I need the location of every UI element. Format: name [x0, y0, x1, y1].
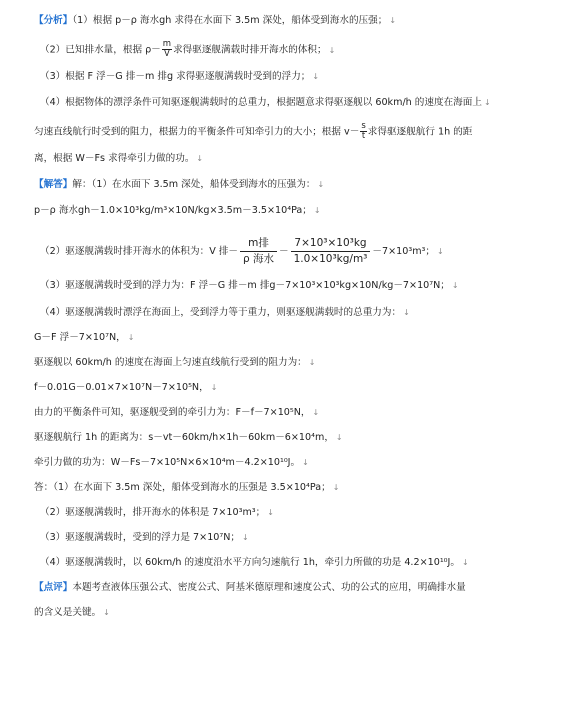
solution-tag: 【解答】 — [34, 179, 73, 190]
analysis-line-4: （4）根据物体的漂浮条件可知驱逐舰满载时的总重力，根据题意求得驱逐舰以 60km/h 的速度在海面上 ↓ — [40, 97, 491, 108]
density-fraction: $\frac{m}{V}$ — [162, 39, 172, 59]
speed-fraction: $\frac{s}{t}$ — [361, 121, 366, 141]
volume-fraction-2: $\frac{\text{7×10³×10³kg}}{\text{1.0×10³kg/m³}}$ — [291, 236, 371, 267]
analysis-line-3: （3）根据 F 浮－G 排－m 排g 求得驱逐舰满载时受到的浮力； ↓ — [40, 71, 320, 82]
solution-line-10: 驱逐舰航行 1h 的距离为：s－vt－60km/h×1h－60km－6×10⁴m， ↓ — [34, 432, 343, 443]
solution-line-13: （2）驱逐舰满载时，排开海水的体积是 7×10³m³； ↓ — [40, 507, 274, 518]
analysis-line-5: 匀速直线航行时受到的阻力，根据力的平衡条件可知牵引力的大小；根据 v－ $\frac{s}{t}$ 求得驱逐舰航行 1h 的距 — [34, 121, 473, 141]
solution-line-7: 驱逐舰以 60km/h 的速度在海面上匀速直线航行受到的阻力为： ↓ — [34, 357, 316, 368]
analysis-line-2: （2）已知排水量，根据 ρ－ $\frac{m}{V}$ 求得驱逐舰满载时排开海水的体积； ↓ — [40, 39, 336, 59]
comment-line-1: 【点评】本题考查液体压强公式、密度公式、阿基米德原理和速度公式、功的公式的应用，明确排水量 — [34, 582, 466, 593]
comment-line-2: 的含义是关键。 ↓ — [34, 607, 110, 618]
solution-line-12: 答：（1）在水面下 3.5m 深处，船体受到海水的压强是 3.5×10⁴Pa； ↓ — [34, 482, 340, 493]
volume-fraction-1: $\frac{\text{m排}}{\text{ρ 海水}}$ — [240, 236, 277, 267]
comment-tag: 【点评】 — [34, 582, 73, 593]
solution-line-15: （4）驱逐舰满载时，以 60km/h 的速度沿水平方向匀速航行 1h，牵引力所做的功是 4.2×10¹⁰J。 ↓ — [40, 557, 469, 568]
solution-line-2: p－ρ 海水gh－1.0×10³kg/m³×10N/kg×3.5m－3.5×10⁴Pa； ↓ — [34, 205, 321, 216]
analysis-line-1: 【分析】（1）根据 p－ρ 海水gh 求得在水面下 3.5m 深处，船体受到海水的压强； ↓ — [34, 15, 397, 26]
solution-line-6: G－F 浮－7×10⁷N， ↓ — [34, 332, 135, 343]
solution-line-1: 【解答】解：（1）在水面下 3.5m 深处，船体受到海水的压强为： ↓ — [34, 179, 325, 190]
solution-line-3: （2）驱逐舰满载时排开海水的体积为：V 排－ $\frac{\text{m排}}{\text{ρ 海水}}$ － $\frac{\text{7×10³×10³kg}}{\text{1.0×10³kg/m³}}$ －7×10³m³； ↓ — [40, 236, 444, 265]
solution-line-8: f－0.01G－0.01×7×10⁷N－7×10⁵N， ↓ — [34, 382, 218, 393]
solution-line-9: 由力的平衡条件可知，驱逐舰受到的牵引力为：F－f－7×10⁵N， ↓ — [34, 407, 320, 418]
solution-line-14: （3）驱逐舰满载时，受到的浮力是 7×10⁷N； ↓ — [40, 532, 249, 543]
analysis-line-6: 离，根据 W－Fs 求得牵引力做的功。 ↓ — [34, 153, 204, 164]
analysis-tag: 【分析】 — [34, 15, 73, 26]
solution-line-4: （3）驱逐舰满载时受到的浮力为：F 浮－G 排－m 排g－7×10³×10³kg×10N/kg－7×10⁷N； ↓ — [40, 280, 459, 291]
solution-line-5: （4）驱逐舰满载时漂浮在海面上，受到浮力等于重力，则驱逐舰满载时的总重力为： ↓ — [40, 307, 410, 318]
solution-line-11: 牵引力做的功为：W－Fs－7×10⁵N×6×10⁴m－4.2×10¹⁰J。 ↓ — [34, 457, 309, 468]
